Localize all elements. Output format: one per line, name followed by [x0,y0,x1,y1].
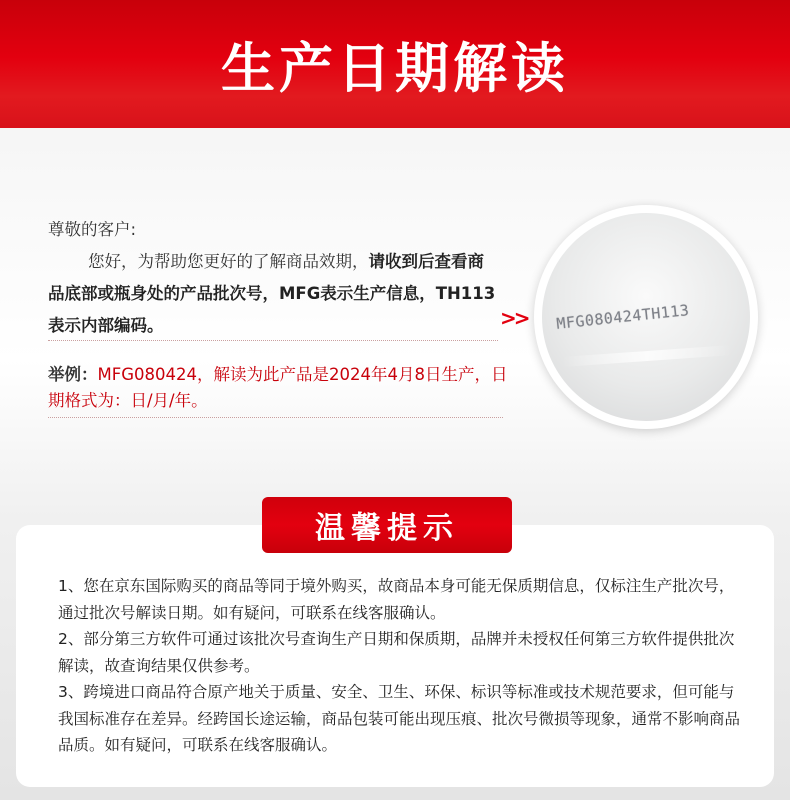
tips-list [58,573,748,759]
intro-divider [48,340,498,341]
intro-bold: 请收到后查看商品底部或瓶身处的产品批次号，MFG表示生产信息，TH113表示内部编码。 [48,252,496,335]
intro-plain: 您好，为帮助您更好的了解商品效期， [88,252,369,271]
intro-text [48,214,498,342]
greeting: 尊敬的客户: [48,220,137,239]
header-banner [0,0,790,128]
tips-title: 温馨提示 [315,511,459,546]
example-divider [48,417,503,418]
page-title: 生产日期解读 [221,36,569,100]
photo-highlight [562,345,732,367]
double-arrow-icon: >> [500,306,528,330]
intro-paragraph [48,246,498,342]
example-value: MFG080424，解读为此产品是2024年4月8日生产，日期格式为：日/月/年。 [48,365,508,410]
batch-code-photo [542,213,750,421]
photo-batch-code: MFG080424TH113 [555,301,691,333]
tip-item: 2、部分第三方软件可通过该批次号查询生产日期和保质期，品牌并未授权任何第三方软件提供批次解读，故查询结果仅供参考。 [58,630,735,675]
tips-badge [262,497,512,553]
tip-item: 3、跨境进口商品符合原产地关于质量、安全、卫生、环保、标识等标准或技术规范要求，但可能与我国标准存在差异。经跨国长途运输，商品包装可能出现压痕、批次号微损等现象，通常不影响商品品质。如有疑问，可联系在线客服确认。 [58,683,741,754]
example-label: 举例： [48,365,98,384]
tip-item: 1、您在京东国际购买的商品等同于境外购买，故商品本身可能无保质期信息，仅标注生产批次号，通过批次号解读日期。如有疑问，可联系在线客服确认。 [58,577,735,622]
example-text [48,362,508,414]
